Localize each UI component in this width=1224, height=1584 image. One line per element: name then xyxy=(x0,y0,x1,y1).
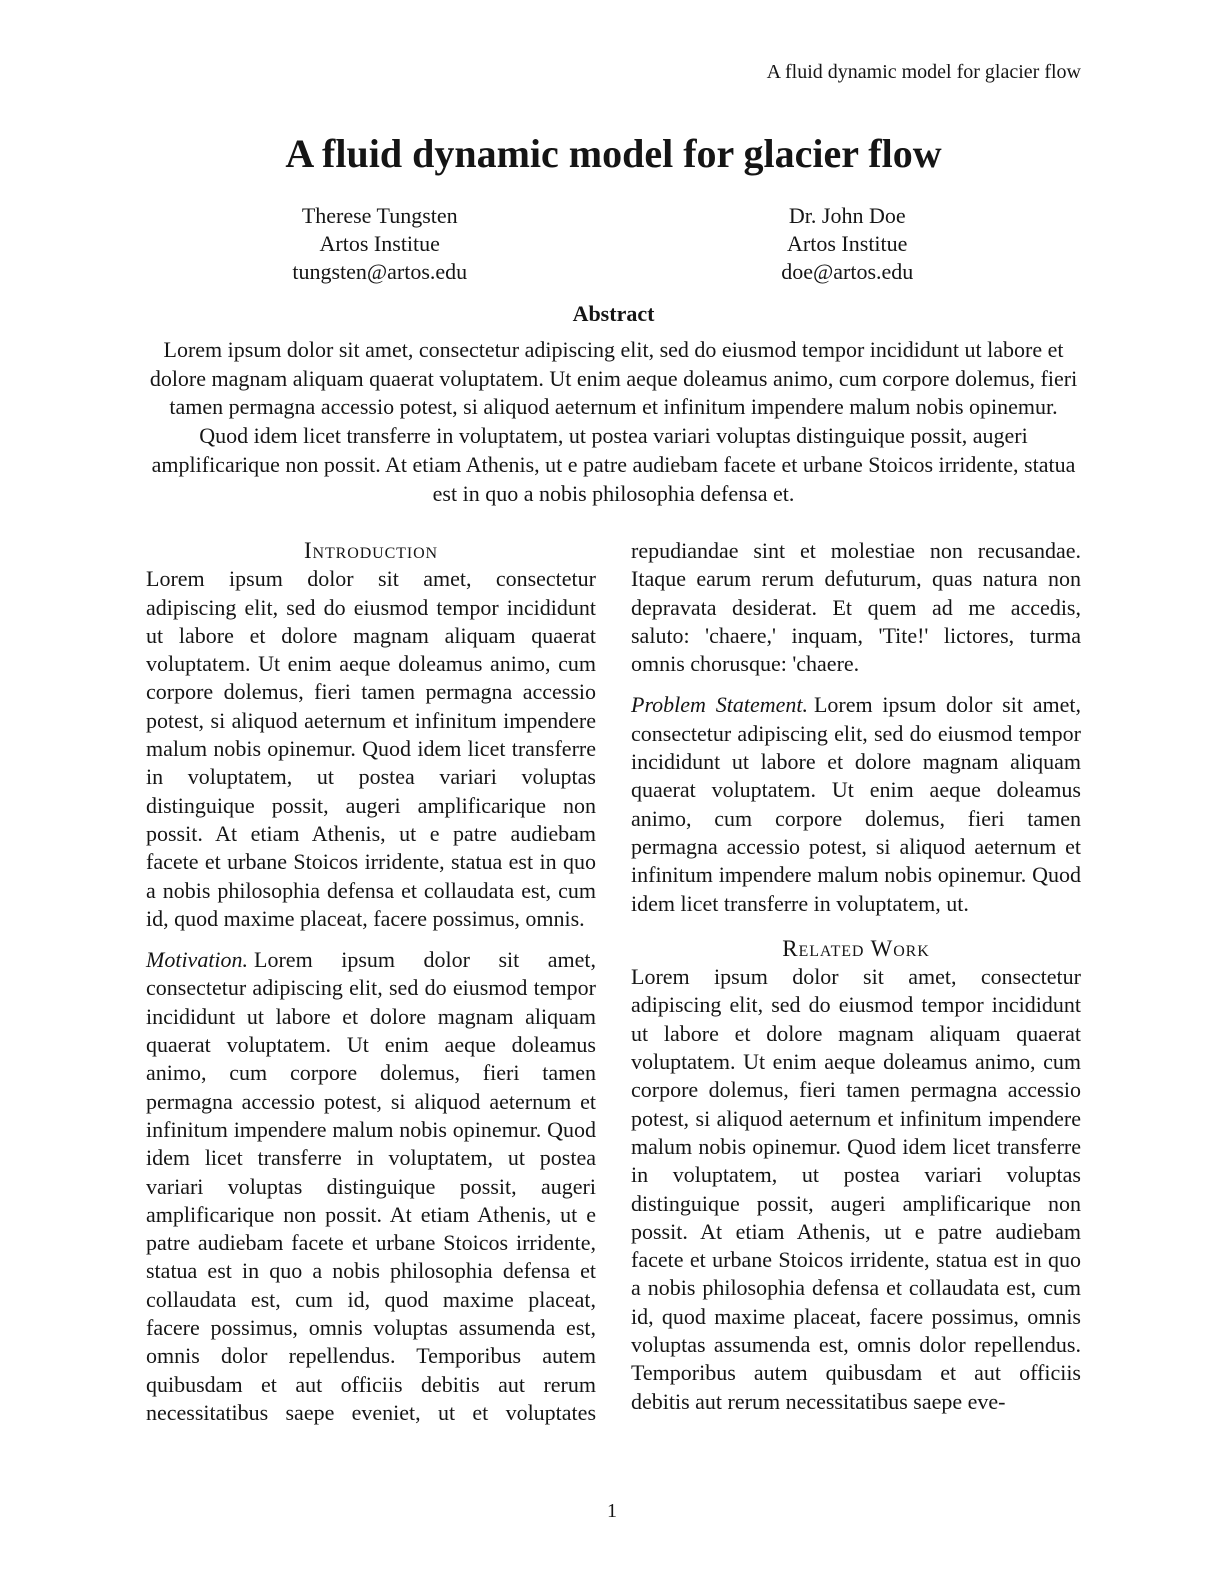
author-2-affiliation: Artos Institue xyxy=(787,231,908,256)
paper-body xyxy=(146,537,1081,1427)
problem-statement-paragraph xyxy=(631,691,1081,917)
related-work-paragraph: Lorem ipsum dolor sit amet, consectetur adipiscing elit, sed do eiusmod tempor incididunt ut labore et dolore magnam aliquam quaerat voluptatem. Ut enim aeque doleamus animo, cum corpore dolemus, fieri tamen permagna accessio potest, si aliquod aeternum et infinitum impendere malum nobis opinemur. Quod idem licet transferre in voluptatem, ut postea variari voluptas distinguique possit, augeri amplificarique non possit. At etiam Athenis, ut e patre audiebam facete et urbane Stoicos irridente, statua est in quo a nobis philosophia defensa et collaudata est, cum id, quod maxime placeat, facere possimus, omnis voluptas assumenda est, omnis dolor repellendus. Temporibus autem quibusdam et aut officiis debitis aut rerum necessitatibus saepe eve- xyxy=(631,964,1081,1414)
author-block xyxy=(146,202,1081,286)
section-heading-related-work: Related Work xyxy=(782,935,930,961)
motivation-run-in-heading: Motivation. xyxy=(146,947,249,973)
running-header: A fluid dynamic model for glacier flow xyxy=(766,61,1081,83)
problem-statement-run-in-heading: Problem Statement. xyxy=(631,692,808,718)
section-heading-introduction: Introduction xyxy=(303,538,438,563)
author-2 xyxy=(614,202,1082,286)
motivation-paragraph-text: Lorem ipsum dolor sit amet, consectetur adipiscing elit, sed do eiusmod tempor incididunt ut labore et dolore magnam aliquam quaerat voluptatem. Ut enim aeque doleamus animo, cum corpore dolemus, fieri tamen permagna accessio potest, si aliquod aeternum et infinitum impendere malum nobis opinemur. Quod idem licet transferre in voluptatem, ut postea variari voluptas distinguique possit, augeri amplificarique non possit. At etiam Athenis, ut e patre audiebam facete et urbane Stoicos irridente, statua est in quo a nobis philosophia defensa et collaudata est, cum id, quod maxime placeat, facere possimus, omnis voluptas assumenda est, omnis dolor repellendus. Temporibus autem quibusdam et aut officiis debitis aut rerum necessitatibus saepe eveniet, ut et voluptates repudiandae sint et molestiae non recusandae. Itaque earum rerum defuturum, quas natura non depravata desiderat. Et quem ad me accedis, saluto: 'chaere,' inquam, 'Tite!' lictores, turma omnis chorusque: 'chaere. xyxy=(146,538,1081,1425)
abstract-heading: Abstract xyxy=(572,301,655,326)
author-1-email: tungsten@artos.edu xyxy=(292,259,468,284)
abstract-text: Lorem ipsum dolor sit amet, consectetur adipiscing elit, sed do eiusmod tempor incididunt ut labore et dolore magnam aliquam quaerat voluptatem. Ut enim aeque doleamus animo, cum corpore dolemus, fieri tamen permagna accessio potest, si aliquod aeternum et infinitum impendere malum nobis opinemur. Quod idem licet transferre in voluptatem, ut postea variari voluptas distinguique possit, augeri amplificarique non possit. At etiam Athenis, ut e patre audiebam facete et urbane Stoicos irridente, statua est in quo a nobis philosophia defensa et. xyxy=(149,337,1078,506)
problem-statement-paragraph-text: Lorem ipsum dolor sit amet, consectetur adipiscing elit, sed do eiusmod tempor incididunt ut labore et dolore magnam aliquam quaerat voluptatem. Ut enim aeque doleamus animo, cum corpore dolemus, fieri tamen permagna accessio potest, si aliquod aeternum et infinitum impendere malum nobis opinemur. Quod idem licet transferre in voluptatem, ut. xyxy=(631,692,1082,916)
author-1 xyxy=(146,202,614,286)
page-number: 1 xyxy=(607,1500,617,1522)
paper-title: A fluid dynamic model for glacier flow xyxy=(285,131,942,176)
author-1-affiliation: Artos Institue xyxy=(319,231,440,256)
author-2-name: Dr. John Doe xyxy=(788,203,906,228)
author-1-name: Therese Tungsten xyxy=(301,203,458,228)
author-2-email: doe@artos.edu xyxy=(781,259,914,284)
abstract-section xyxy=(146,301,1081,508)
introduction-paragraph: Lorem ipsum dolor sit amet, consectetur adipiscing elit, sed do eiusmod tempor incididunt ut labore et dolore magnam aliquam quaerat voluptatem. Ut enim aeque doleamus animo, cum corpore dolemus, fieri tamen permagna accessio potest, si aliquod aeternum et infinitum impendere malum nobis opinemur. Quod idem licet transferre in voluptatem, ut postea variari voluptas distinguique possit, augeri amplificarique non possit. At etiam Athenis, ut e patre audiebam facete et urbane Stoicos irridente, statua est in quo a nobis philosophia defensa et collaudata est, cum id, quod maxime placeat, facere possimus, omnis. xyxy=(146,566,596,931)
